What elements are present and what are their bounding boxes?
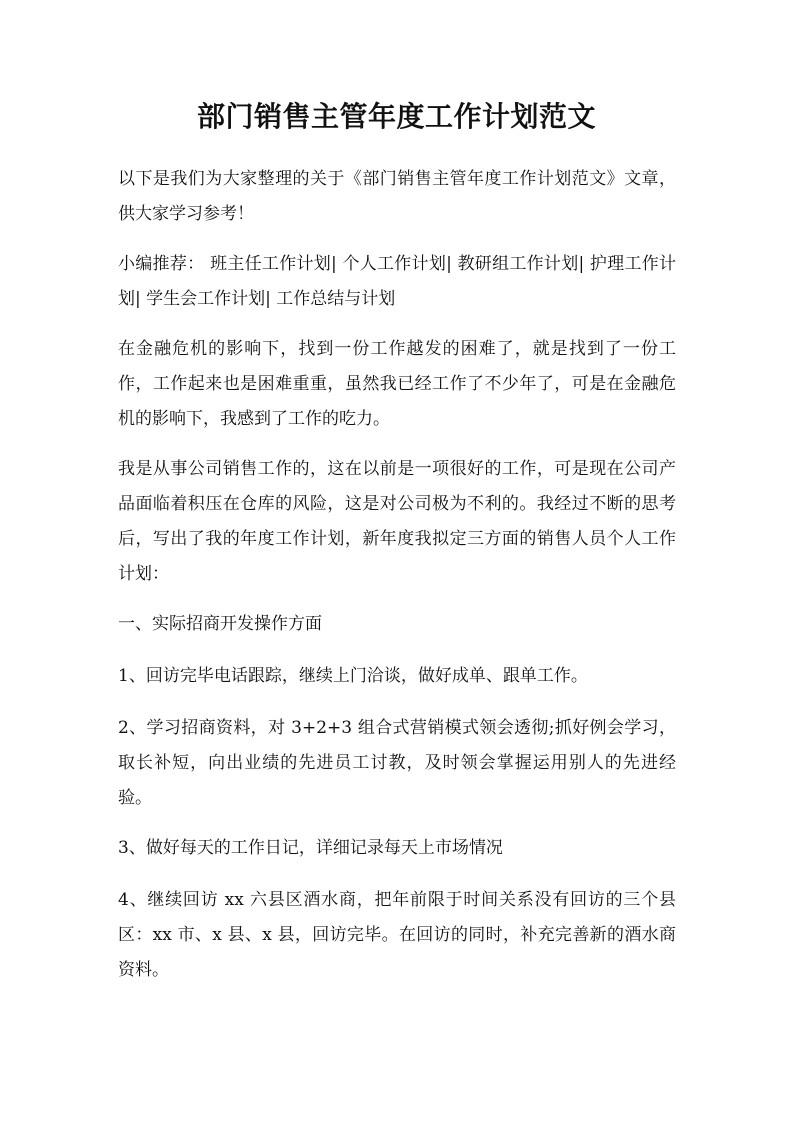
body-paragraph-2: 我是从事公司销售工作的，这在以前是一项很好的工作，可是现在公司产品面临着积压在仓库的风险，这是对公司极为不利的。我经过不断的思考后，写出了我的年度工作计划，新年度我拟定三方面的销售人员个人工作计划：: [118, 459, 676, 584]
section-heading: 一、实际招商开发操作方面: [118, 614, 322, 634]
document-title: 部门销售主管年度工作计划范文: [196, 100, 596, 133]
list-item-3: 3、做好每天的工作日记，详细记录每天上市场情况: [118, 838, 503, 858]
recommendation-paragraph: 小编推荐： 班主任工作计划| 个人工作计划| 教研组工作计划| 护理工作计划| 学生会工作计划| 工作总结与计划: [118, 254, 676, 309]
intro-paragraph: 以下是我们为大家整理的关于《部门销售主管年度工作计划范文》文章，供大家学习参考！: [118, 169, 676, 224]
document-body: [118, 162, 676, 1003]
body-paragraph-1: 在金融危机的影响下，找到一份工作越发的困难了，就是找到了一份工作，工作起来也是困难重重，虽然我已经工作了不少年了，可是在金融危机的影响下，我感到了工作的吃力。: [118, 339, 676, 429]
list-item-1: 1、回访完毕电话跟踪，继续上门洽谈，做好成单、跟单工作。: [118, 666, 588, 686]
list-item-4: 4、继续回访 xx 六县区酒水商，把年前限于时间关系没有回访的三个县区：xx 市、x 县、x 县，回访完毕。在回访的同时，补充完善新的酒水商资料。: [118, 890, 676, 980]
list-item-2: 2、学习招商资料，对 3+2+3 组合式营销模式领会透彻;抓好例会学习，取长补短，向出业绩的先进员工讨教，及时领会掌握运用别人的先进经验。: [118, 718, 676, 808]
